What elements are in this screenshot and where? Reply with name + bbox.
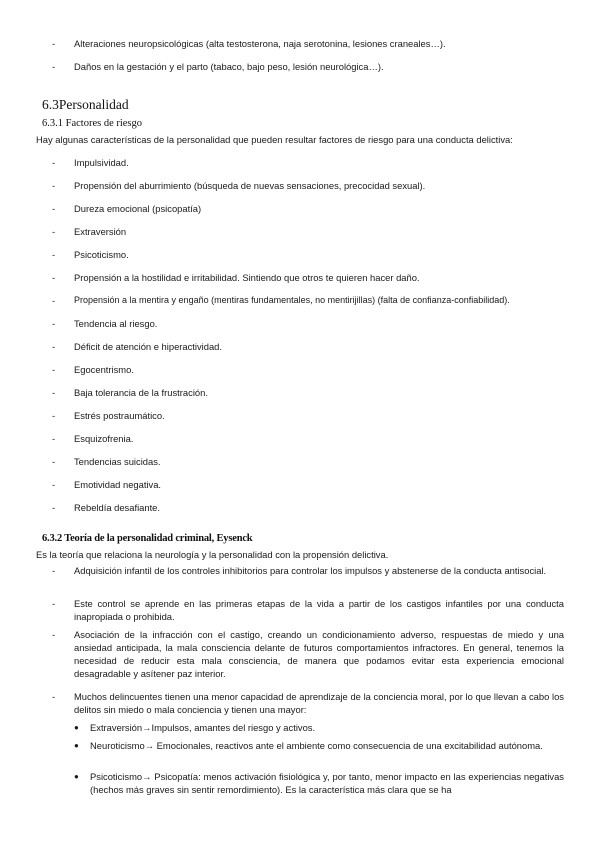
dash-marker: - (52, 61, 56, 72)
dash-marker: - (52, 249, 56, 260)
dash-marker: - (52, 502, 56, 513)
list-item-text: Dureza emocional (psicopatía) (74, 203, 202, 214)
dash-marker: - (52, 203, 56, 214)
dash-marker: - (52, 410, 56, 421)
dash-marker: - (52, 38, 56, 49)
dash-marker: - (52, 598, 56, 609)
dash-marker: - (52, 318, 56, 329)
subsection-intro: Es la teoría que relaciona la neurología y la personalidad con la propensión delictiva. (36, 549, 389, 560)
list-item-text: Egocentrismo. (74, 364, 134, 375)
list-item-text: Tendencia al riesgo. (74, 318, 158, 329)
bullet-marker: ● (74, 741, 79, 750)
list-item-text: Impulsividad. (74, 157, 129, 168)
subsection-title: 6.3.2 Teoría de la personalidad criminal, Eysenck (42, 533, 253, 544)
dash-marker: - (52, 629, 56, 640)
dash-marker: - (52, 387, 56, 398)
bullet-marker: ● (74, 723, 79, 732)
list-item-text: Baja tolerancia de la frustración. (74, 387, 208, 398)
list-item-text: Este control se aprende en las primeras etapas de la vida a partir de los castigos infantiles por una conducta inapropiada o prohibida. (74, 598, 564, 622)
dash-marker: - (52, 180, 56, 191)
list-item-text: Emotividad negativa. (74, 479, 162, 490)
list-item-text: Propensión a la mentira y engaño (mentiras fundamentales, no mentirijillas) (falta de confianza-confiabilidad). (74, 295, 510, 305)
dash-marker: - (52, 479, 56, 490)
bullet-item-text: Extraversión→Impulsos, amantes del riesgo y activos. (90, 722, 316, 733)
dash-marker: - (52, 433, 56, 444)
list-item-text: Psicoticismo. (74, 249, 129, 260)
section-title: 6.3Personalidad (42, 97, 129, 112)
list-item-text: Asociación de la infracción con el castigo, creando un condicionamiento adverso, respuestas de miedo y una ansiedad anticipada, la mala consciencia delante de futuros comportamientos infractores. En general, tenemos la necesidad de reducir esta mala consciencia, de manera que podamos evitar esta experiencia emocional desagradable y asítener paz interior. (74, 629, 564, 679)
list-item-text: Tendencias suicidas. (74, 456, 161, 467)
dash-marker: - (52, 341, 56, 352)
list-item-text: Propensión a la hostilidad e irritabilidad. Sintiendo que otros te quieren hacer daño. (74, 272, 420, 283)
dash-marker: - (52, 691, 56, 702)
dash-marker: - (52, 226, 56, 237)
list-item-text: Adquisición infantil de los controles inhibitorios para controlar los impulsos y abstenerse de la conducta antisocial. (74, 565, 547, 576)
subsection-intro: Hay algunas características de la personalidad que pueden resultar factores de riesgo para una conducta delictiva: (36, 134, 513, 145)
list-item-text: Esquizofrenia. (74, 433, 134, 444)
list-item-text: Déficit de atención e hiperactividad. (74, 341, 223, 352)
bullet-marker: ● (74, 772, 79, 781)
list-item-text: Rebeldía desafiante. (74, 502, 161, 513)
bullet-item-text: Neuroticismo→ Emocionales, reactivos ante el ambiente como consecuencia de una excitabilidad autónoma. (90, 740, 543, 751)
dash-marker: - (52, 364, 56, 375)
list-item-text: Propensión del aburrimiento (búsqueda de nuevas sensaciones, precocidad sexual). (74, 180, 426, 191)
list-item-text: Extraversión (74, 226, 127, 237)
dash-marker: - (52, 456, 56, 467)
dash-marker: - (52, 157, 56, 168)
list-item-text: Muchos delincuentes tienen una menor capacidad de aprendizaje de la conciencia moral, por lo que llevan a cabo los delitos sin miedo o mala conciencia y tienen una mayor: (74, 691, 564, 715)
bullet-item-text: Psicoticismo→ Psicopatía: menos activación fisiológica y, por tanto, menor impacto en las experiencias negativas (hechos más graves sin sentir remordimiento). Es la característica más clara que se ha (90, 771, 564, 795)
dash-marker: - (52, 272, 56, 283)
list-item-text: Alteraciones neuropsicológicas (alta testosterona, naja serotonina, lesiones craneales…). (74, 38, 446, 49)
subsection-title: 6.3.1 Factores de riesgo (42, 118, 143, 129)
dash-marker: - (52, 565, 56, 576)
dash-marker: - (52, 295, 56, 306)
list-item-text: Estrés postraumático. (74, 410, 165, 421)
list-item-text: Daños en la gestación y el parto (tabaco, bajo peso, lesión neurológica…). (74, 61, 384, 72)
